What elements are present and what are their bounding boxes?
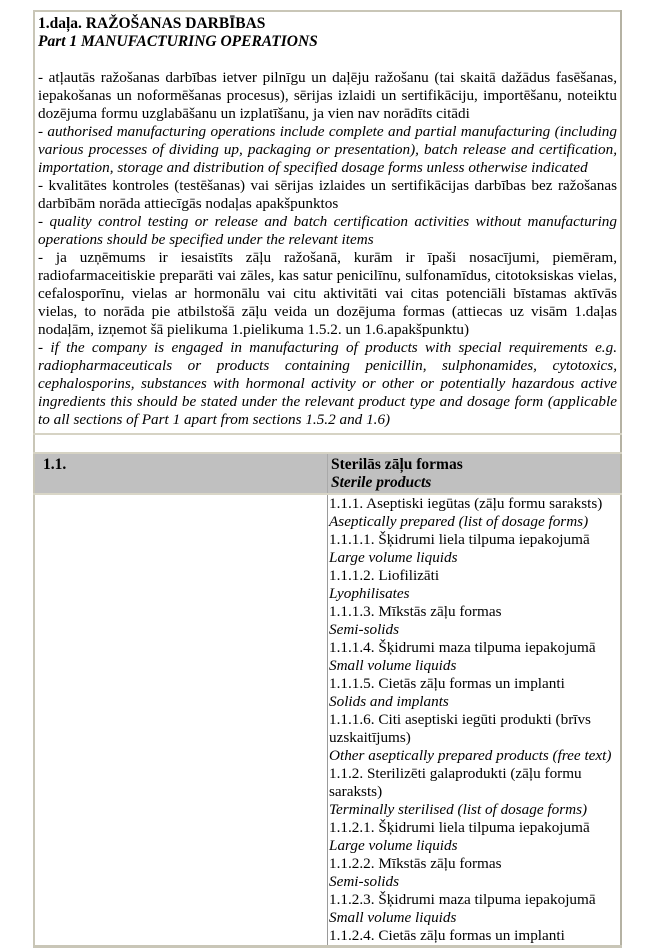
note-lv-2: - kvalitātes kontroles (testēšanas) vai sērijas izlaides un sertifikācijas darbības bez ražošanas darbībām norāda attiecīgās nodaļas apakšpunktos bbox=[38, 177, 617, 212]
note-en-3: - if the company is engaged in manufacturing of products with special requirements e.g. radiopharmaceuticals or products containing penicillin, sulphonamides, cytotoxics, cephalosporins, substances with hormonal activity or other or potentially hazardous active ingredients this should be stated under the relevant product type and dosage form (applicable to all sections of Part 1 apart from sections 1.5.2 and 1.6) bbox=[38, 339, 617, 428]
list-item: 1.1.1.1. Šķidrumi liela tilpuma iepakojumā bbox=[329, 531, 590, 548]
intro-row bbox=[34, 11, 621, 434]
spacer bbox=[38, 51, 617, 69]
list-item: 1.1.2.3. Šķidrumi maza tilpuma iepakojumā bbox=[329, 891, 596, 908]
list-item: 1.1.1. Aseptiski iegūtas (zāļu formu saraksts) bbox=[329, 495, 603, 512]
part-title-lv: 1.daļa. RAŽOŠANAS DARBĪBAS bbox=[38, 15, 266, 32]
list-item: Large volume liquids bbox=[329, 837, 458, 854]
list-item: 1.1.1.6. Citi aseptiski iegūti produkti (brīvs uzskaitījums) bbox=[329, 711, 591, 746]
list-item: 1.1.2. Sterilizēti galaprodukti (zāļu formu saraksts) bbox=[329, 765, 582, 800]
section-title-cell bbox=[328, 453, 622, 494]
note-lv-1: - atļautās ražošanas darbības ietver pilnīgu un daļēju ražošanu (tai skaitā dažādus fasēšanas, iepakošanas un noformēšanas procesus), sērijas izlaidi un sertifikāciju, importēšanu, noteiktu dozējuma formu uzglabāšanu un izplatīšanu, ja vien nav norādīts citādi bbox=[38, 69, 617, 122]
list-item: 1.1.2.1. Šķidrumi liela tilpuma iepakojumā bbox=[329, 819, 590, 836]
list-item: Small volume liquids bbox=[329, 657, 457, 674]
list-item: 1.1.1.5. Cietās zāļu formas un implanti bbox=[329, 675, 565, 692]
part-title-en: Part 1 MANUFACTURING OPERATIONS bbox=[38, 33, 318, 50]
intro-cell bbox=[34, 11, 621, 434]
manufacturing-operations-table bbox=[33, 10, 622, 948]
section-items-cell bbox=[328, 494, 622, 947]
list-item: 1.1.1.4. Šķidrumi maza tilpuma iepakojumā bbox=[329, 639, 596, 656]
list-item: Other aseptically prepared products (free text) bbox=[329, 747, 612, 764]
list-item: Large volume liquids bbox=[329, 549, 458, 566]
list-item: 1.1.2.2. Mīkstās zāļu formas bbox=[329, 855, 502, 872]
blank-row bbox=[34, 434, 621, 453]
list-item: Lyophilisates bbox=[329, 585, 410, 602]
list-item: Semi-solids bbox=[329, 621, 400, 638]
note-lv-3: - ja uzņēmums ir iesaistīts zāļu ražošanā, kurām ir īpaši nosacījumi, piemēram, radiofarmaceitiskie preparāti vai zāles, kas satur penicilīnu, sulfonamīdus, citotoksiskas vielas, cefalosporīnu, vielas ar hormonālu vai citu aktivitāti vai citas potenciāli bīstamas aktīvās vielas, to norāda pie atbilstošā zāļu veida un dozējuma formas (attiecas uz visām 1.daļas nodaļām, izņemot šā pielikuma 1.pielikuma 1.5.2. un 1.6.apakšpunktu) bbox=[38, 249, 617, 338]
list-item: Small volume liquids bbox=[329, 909, 457, 926]
list-item: Aseptically prepared (list of dosage forms) bbox=[329, 513, 589, 530]
list-item: 1.1.2.4. Cietās zāļu formas un implanti bbox=[329, 927, 565, 944]
list-item: 1.1.1.3. Mīkstās zāļu formas bbox=[329, 603, 502, 620]
note-en-1: - authorised manufacturing operations include complete and partial manufacturing (including various processes of dividing up, packaging or presentation), batch release and certification, importation, storage and distribution of specified dosage forms unless otherwise indicated bbox=[38, 123, 617, 176]
section-header-row bbox=[34, 453, 621, 494]
section-title-en: Sterile products bbox=[331, 474, 432, 491]
section-title-lv: Sterilās zāļu formas bbox=[331, 456, 463, 473]
empty-number-cell bbox=[34, 494, 328, 947]
section-items-row bbox=[34, 494, 621, 947]
list-item: Semi-solids bbox=[329, 873, 400, 890]
blank-cell bbox=[34, 434, 621, 453]
note-en-2: - quality control testing or release and batch certification activities without manufacturing operations should be specified under the relevant items bbox=[38, 213, 617, 248]
section-number: 1.1. bbox=[34, 453, 328, 494]
list-item: 1.1.1.2. Liofilizāti bbox=[329, 567, 440, 584]
list-item: Terminally sterilised (list of dosage forms) bbox=[329, 801, 588, 818]
list-item: Solids and implants bbox=[329, 693, 449, 710]
